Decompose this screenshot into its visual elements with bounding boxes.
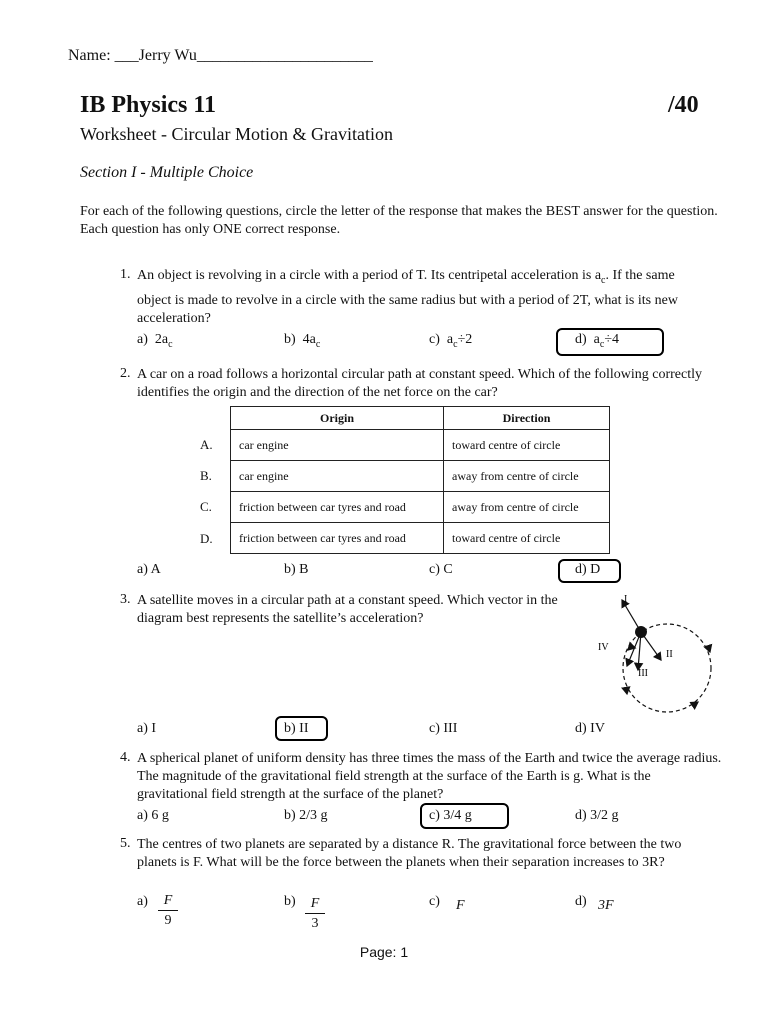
- vector-ii: [641, 632, 661, 660]
- orbit-direction-arrow: [708, 646, 710, 652]
- q5-option-a-fraction: [158, 893, 178, 930]
- option-sub: c: [453, 339, 458, 350]
- q4-option-a[interactable]: a) 6 g: [137, 808, 169, 823]
- orbit-direction-arrow: [692, 702, 698, 706]
- question-number: 3.: [120, 592, 131, 607]
- q5-option-b-letter[interactable]: b): [284, 894, 296, 909]
- vector-label: I: [624, 594, 628, 605]
- vector-label: IV: [598, 642, 609, 653]
- option-rest: ÷2: [457, 332, 473, 347]
- origin-direction-table: [230, 406, 610, 554]
- table-cell-origin: car engine: [231, 461, 444, 492]
- table-cell-direction: away from centre of circle: [444, 492, 610, 523]
- option-value: a: [446, 332, 454, 347]
- q1-text-a: An object is revolving in a circle with a period of T. Its centripetal acceleration is a: [137, 268, 602, 283]
- option-sub: c: [599, 339, 605, 350]
- question-5-text: The centres of two planets are separated by a distance R. The gravitational force between the two planets is F. What will be the force between the planets when their separation increases to 3R?: [137, 837, 682, 870]
- question-number: 4.: [120, 750, 131, 765]
- orbit-direction-arrow: [626, 688, 627, 694]
- q1-option-b[interactable]: [284, 332, 320, 348]
- table-row-label: B.: [200, 468, 212, 483]
- name-label: Name:: [68, 47, 111, 64]
- table-cell-direction: toward centre of circle: [444, 430, 610, 461]
- option-sub: c: [168, 339, 173, 350]
- vector-label: III: [638, 668, 648, 679]
- table-cell-origin: friction between car tyres and road: [231, 492, 444, 523]
- q1-text-sub: c: [601, 275, 606, 286]
- orbit-path: [623, 624, 711, 712]
- table-row: [231, 523, 610, 554]
- table-row-label: D.: [200, 531, 213, 546]
- question-4-text: A spherical planet of uniform density has three times the mass of the Earth and twice the average radius. The magnitude of the gravitational field strength at the surface of the Earth is g. What is the gravitational field strength at the surface of the planet?: [137, 751, 722, 802]
- q5-option-d-value: 3F: [598, 898, 614, 913]
- q5-option-d-letter[interactable]: d): [575, 894, 587, 909]
- section-title: Section I - Multiple Choice: [80, 164, 254, 181]
- q4-option-c[interactable]: c) 3/4 g: [429, 808, 472, 823]
- q4-option-b[interactable]: b) 2/3 g: [284, 808, 328, 823]
- question-3-text: A satellite moves in a circular path at a constant speed. Which vector in the diagram best represents the satellite’s acceleration?: [137, 593, 558, 626]
- option-sub: c: [315, 339, 321, 350]
- q3-option-a[interactable]: a) I: [137, 721, 157, 736]
- q5-option-c-letter[interactable]: c): [429, 894, 440, 909]
- table-row: [231, 430, 610, 461]
- fraction-denominator: 3: [311, 916, 319, 931]
- question-number: 5.: [120, 836, 131, 851]
- vector-label: II: [666, 649, 673, 660]
- table-cell-origin: car engine: [231, 430, 444, 461]
- q3-option-b[interactable]: b) II: [284, 721, 309, 736]
- q5-option-b-fraction: [305, 896, 325, 933]
- option-letter: c): [429, 332, 440, 347]
- q3-option-d[interactable]: d) IV: [575, 721, 605, 736]
- q5-option-a-letter[interactable]: a): [137, 894, 148, 909]
- question-1-text-line1: [137, 267, 675, 285]
- fraction-numerator: F: [305, 896, 325, 914]
- table-header-row: [231, 407, 610, 430]
- student-name-line: [68, 47, 373, 65]
- q1-text-b: . If the same: [605, 268, 675, 283]
- table-row-label: C.: [200, 499, 212, 514]
- table-row: [231, 461, 610, 492]
- question-2-text: A car on a road follows a horizontal circular path at constant speed. Which of the following correctly identifies the origin and the direction of the net force on the car?: [137, 367, 702, 400]
- option-value: 4a: [302, 332, 316, 347]
- table-row-label: A.: [200, 437, 213, 452]
- table-cell-direction: away from centre of circle: [444, 461, 610, 492]
- score-total: /40: [668, 92, 699, 118]
- fraction-denominator: 9: [164, 913, 172, 928]
- q2-option-c[interactable]: c) C: [429, 562, 453, 577]
- fraction-numerator: F: [158, 893, 178, 911]
- q1-option-a[interactable]: [137, 332, 173, 348]
- question-1-text-line2: object is made to revolve in a circle with the same radius but with a period of 2T, what is its new acceleration?: [137, 293, 678, 326]
- instructions: For each of the following questions, circle the letter of the response that makes the BEST answer for the question. Each question has only ONE correct response.: [80, 204, 718, 237]
- question-number: 1.: [120, 267, 131, 282]
- q5-option-c-value: F: [456, 898, 465, 913]
- option-letter: a): [137, 332, 148, 347]
- satellite-orbit-diagram: [592, 588, 722, 720]
- question-number: 2.: [120, 366, 131, 381]
- option-value: 2a: [154, 332, 169, 347]
- table-cell-origin: friction between car tyres and road: [231, 523, 444, 554]
- column-header-direction: Direction: [444, 407, 610, 430]
- q1-option-c[interactable]: [429, 332, 472, 348]
- q3-option-c[interactable]: c) III: [429, 721, 458, 736]
- worksheet-title: Worksheet - Circular Motion & Gravitation: [80, 124, 393, 144]
- column-header-origin: Origin: [231, 407, 444, 430]
- orbit-direction-arrow: [628, 646, 632, 650]
- q2-option-b[interactable]: b) B: [284, 562, 309, 577]
- q2-option-a[interactable]: a) A: [137, 562, 161, 577]
- option-value: a: [593, 332, 600, 347]
- name-value: ___Jerry Wu______________________: [114, 47, 373, 64]
- option-rest: ÷4: [604, 332, 620, 347]
- option-letter: d): [575, 332, 587, 347]
- table-cell-direction: toward centre of circle: [444, 523, 610, 554]
- q1-option-d[interactable]: [575, 332, 619, 348]
- q2-option-d[interactable]: d) D: [575, 562, 601, 577]
- q4-option-d[interactable]: d) 3/2 g: [575, 808, 619, 823]
- option-letter: b): [284, 332, 296, 347]
- table-row: [231, 492, 610, 523]
- page-number: Page: 1: [359, 944, 409, 960]
- course-title: IB Physics 11: [80, 92, 217, 118]
